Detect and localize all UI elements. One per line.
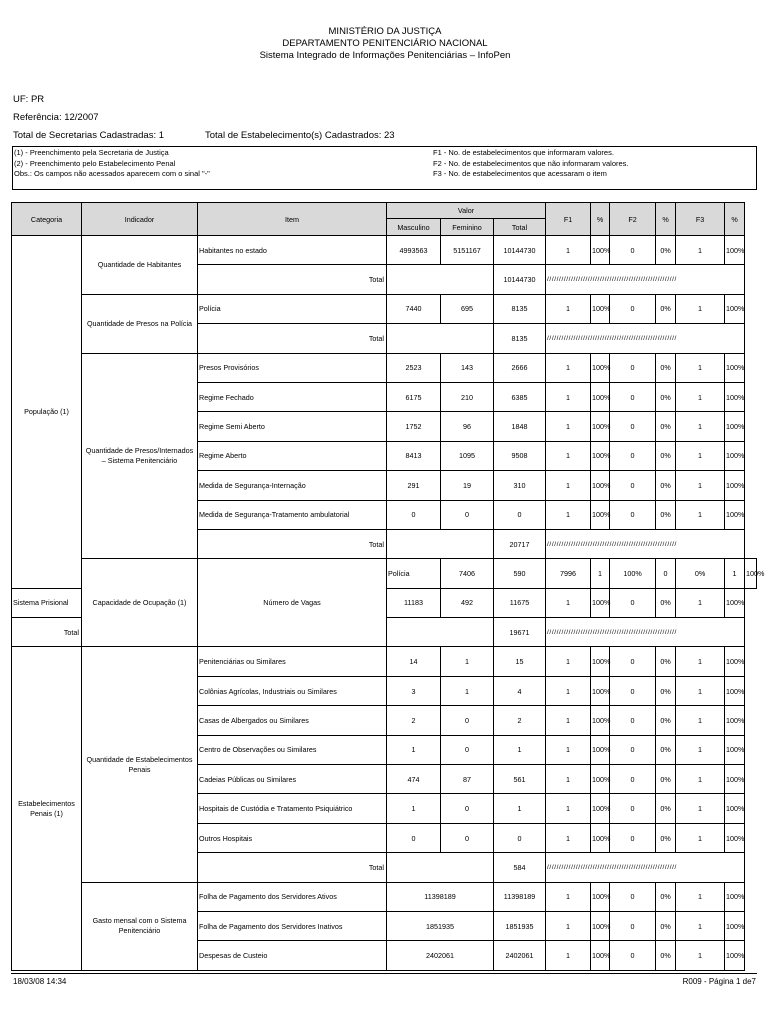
pct2-cell: 0% [656,382,676,411]
pct2-cell: 0% [656,882,676,911]
total-filler: ////////////////////////////////////////////////////// [546,618,745,647]
indicator-cell: Número de Vagas [198,559,387,647]
pct3-cell: 100% [725,382,745,411]
pct1-cell: 100% [591,353,610,382]
item-cell: Regime Fechado [198,382,387,411]
note-1: (1) - Preenchimento pela Secretaria de Justiça [14,148,169,157]
indicator-cell: Quantidade de Estabelecimentos Penais [82,647,198,882]
f3-cell: 1 [676,500,725,529]
f3-cell: 1 [676,353,725,382]
item-cell: Penitenciárias ou Similares [198,647,387,676]
masculino-cell: 2 [387,706,441,735]
pct3-cell: 100% [725,941,745,970]
f3-cell: 1 [676,882,725,911]
feminino-cell: 0 [441,735,494,764]
f2-cell: 0 [610,882,656,911]
f1-cell: 1 [546,353,591,382]
f1-cell: 1 [546,823,591,852]
secretarias-count: Total de Secretarias Cadastradas: 1 [13,130,165,141]
value-cell: 2402061 [387,941,494,970]
item-cell: Polícia [198,294,387,323]
pct3-cell: 100% [725,500,745,529]
pct2-cell: 0% [656,647,676,676]
f2-cell: 0 [610,588,656,617]
item-cell: Medida de Segurança-Internação [198,471,387,500]
value-cell: 11398189 [387,882,494,911]
pct1-cell: 100% [591,823,610,852]
total-blank [387,853,494,882]
pct2-cell: 0% [656,823,676,852]
table-row [12,294,757,323]
feminino-cell: 1095 [441,441,494,470]
f3-cell: 1 [676,471,725,500]
masculino-cell: 11183 [387,588,441,617]
total-cell: 561 [494,765,546,794]
item-cell: Folha de Pagamento dos Servidores Inativos [198,911,387,940]
pct3-cell: 100% [725,706,745,735]
masculino-cell: 6175 [387,382,441,411]
pct1-cell: 100% [610,559,656,588]
item-cell: Hospitais de Custódia e Tratamento Psiquiátrico [198,794,387,823]
total-value: 10144730 [494,265,546,294]
total-blank [387,618,494,647]
masculino-cell: 0 [387,500,441,529]
pct3-cell: 100% [725,294,745,323]
feminino-cell: 210 [441,382,494,411]
f3-cell: 1 [676,412,725,441]
feminino-cell: 1 [441,676,494,705]
total-filler: ////////////////////////////////////////////////////// [546,324,745,353]
pct2-cell: 0% [656,794,676,823]
feminino-cell: 492 [441,588,494,617]
pct2-cell: 0% [656,353,676,382]
feminino-cell: 5151167 [441,236,494,265]
f2-cell: 0 [610,911,656,940]
pct1-cell: 100% [591,676,610,705]
f1-cell: 1 [546,647,591,676]
f1-cell: 1 [546,941,591,970]
header-f3: F3 [676,203,725,236]
item-cell: Regime Aberto [198,441,387,470]
f3-cell: 1 [676,588,725,617]
item-cell: Folha de Pagamento dos Servidores Ativos [198,882,387,911]
total-value: 584 [494,853,546,882]
total-cell: 8135 [494,294,546,323]
total-filler: ////////////////////////////////////////////////////// [546,265,745,294]
feminino-cell: 96 [441,412,494,441]
note-f1: F1 - No. de estabelecimentos que informaram valores. [433,148,614,157]
f2-cell: 0 [610,441,656,470]
masculino-cell: 0 [387,823,441,852]
pct2-cell: 0% [656,911,676,940]
pct2-cell: 0% [676,559,725,588]
pct1-cell: 100% [591,882,610,911]
total-filler: ////////////////////////////////////////////////////// [546,529,745,558]
f3-cell: 1 [676,294,725,323]
item-cell: Outros Hospitais [198,823,387,852]
masculino-cell: 3 [387,676,441,705]
pct1-cell: 100% [591,500,610,529]
total-filler: ////////////////////////////////////////////////////// [546,853,745,882]
total-label: Total [198,324,387,353]
f1-cell: 1 [546,882,591,911]
total-blank [387,529,494,558]
header-pct3: % [725,203,745,236]
total-cell: 9508 [494,441,546,470]
masculino-cell: 1752 [387,412,441,441]
feminino-cell: 87 [441,765,494,794]
pct3-cell: 100% [725,676,745,705]
total-cell: 4 [494,676,546,705]
pct3-cell: 100% [725,412,745,441]
f3-cell: 1 [676,735,725,764]
item-cell: Presos Provisórios [198,353,387,382]
f3-cell: 1 [676,676,725,705]
f2-cell: 0 [610,471,656,500]
header-pct1: % [591,203,610,236]
pct1-cell: 100% [591,647,610,676]
header-pct2: % [656,203,676,236]
total-cell: 0 [494,500,546,529]
footer-datetime: 18/03/08 14:34 [13,977,67,986]
pct2-cell: 0% [656,588,676,617]
f2-cell: 0 [610,294,656,323]
pct1-cell: 100% [591,735,610,764]
item-cell: Sistema Prisional [12,588,82,617]
f1-cell: 1 [546,706,591,735]
f2-cell: 0 [610,676,656,705]
total-label: Total [198,265,387,294]
f1-cell: 1 [546,294,591,323]
masculino-cell: 8413 [387,441,441,470]
note-2: (2) - Preenchimento pelo Estabelecimento Penal [14,158,176,168]
total-blank [387,265,494,294]
f1-cell: 1 [546,441,591,470]
item-cell: Polícia [387,559,441,588]
header-indicador: Indicador [82,203,198,236]
header-feminino: Feminino [441,219,494,236]
f1-cell: 1 [546,794,591,823]
total-cell: 11398189 [494,882,546,911]
masculino-cell: 1 [387,794,441,823]
f3-cell: 1 [676,441,725,470]
pct1-cell: 100% [591,382,610,411]
masculino-cell: 7440 [387,294,441,323]
report-header [0,26,770,62]
masculino-cell: 1 [387,735,441,764]
pct3-cell: 100% [725,236,745,265]
header-total: Total [494,219,546,236]
feminino-cell: 19 [441,471,494,500]
system-title: Sistema Integrado de Informações Penitenciárias – InfoPen [259,50,511,61]
f2-cell: 0 [610,706,656,735]
f2-cell: 0 [656,559,676,588]
table-row [12,353,757,382]
f2-cell: 0 [610,647,656,676]
feminino-cell: 590 [494,559,546,588]
feminino-cell: 695 [441,294,494,323]
pct3-cell: 100% [725,735,745,764]
table-row [12,236,757,265]
pct1-cell: 100% [591,412,610,441]
feminino-cell: 0 [441,794,494,823]
pct1-cell: 100% [591,794,610,823]
item-cell: Regime Semi Aberto [198,412,387,441]
total-label: Total [12,618,82,647]
department-title: DEPARTAMENTO PENITENCIÁRIO NACIONAL [282,38,488,49]
f3-cell: 1 [676,765,725,794]
pct3-cell: 100% [725,823,745,852]
f1-cell: 1 [546,236,591,265]
ministry-title: MINISTÉRIO DA JUSTIÇA [328,26,442,37]
pct1-cell: 100% [591,765,610,794]
total-cell: 2666 [494,353,546,382]
category-cell: Capacidade de Ocupação (1) [82,559,198,647]
pct1-cell: 100% [591,941,610,970]
footer-page: R009 - Página 1 de7 [682,977,756,986]
pct2-cell: 0% [656,676,676,705]
total-cell: 7996 [546,559,591,588]
masculino-cell: 2523 [387,353,441,382]
pct1-cell: 100% [591,236,610,265]
feminino-cell: 1 [441,647,494,676]
indicator-cell: Quantidade de Presos na Polícia [82,294,198,353]
item-cell: Casas de Albergados ou Similares [198,706,387,735]
pct3-cell: 100% [725,794,745,823]
f2-cell: 0 [610,823,656,852]
pct2-cell: 0% [656,236,676,265]
pct2-cell: 0% [656,471,676,500]
f2-cell: 0 [610,382,656,411]
f1-cell: 1 [546,911,591,940]
table-row [12,559,757,588]
total-cell: 2402061 [494,941,546,970]
pct3-cell: 100% [725,911,745,940]
header-masculino: Masculino [387,219,441,236]
note-obs: Obs.: Os campos não acessados aparecem com o sinal "-" [14,169,210,178]
note-f3: F3 - No. de estabelecimentos que acessaram o item [433,169,607,178]
pct1-cell: 100% [591,588,610,617]
table-row [12,882,757,911]
estabelecimentos-count: Total de Estabelecimento(s) Cadastrados: 23 [205,130,395,141]
category-cell: Estabelecimentos Penais (1) [12,647,82,970]
item-cell: Centro de Observações ou Similares [198,735,387,764]
pct3-cell: 100% [725,471,745,500]
uf-label: UF: PR [13,94,45,105]
legend-box [12,146,757,190]
pct2-cell: 0% [656,500,676,529]
total-cell: 10144730 [494,236,546,265]
pct2-cell: 0% [656,941,676,970]
item-cell: Cadeias Públicas ou Similares [198,765,387,794]
pct3-cell: 100% [725,882,745,911]
total-cell: 1848 [494,412,546,441]
f2-cell: 0 [610,735,656,764]
total-value: 8135 [494,324,546,353]
total-cell: 0 [494,823,546,852]
f2-cell: 0 [610,941,656,970]
masculino-cell: 474 [387,765,441,794]
header-f1: F1 [546,203,591,236]
total-label: Total [198,853,387,882]
item-cell: Habitantes no estado [198,236,387,265]
feminino-cell: 143 [441,353,494,382]
f1-cell: 1 [546,765,591,794]
f3-cell: 1 [676,236,725,265]
header-item: Item [198,203,387,236]
f2-cell: 0 [610,236,656,265]
total-cell: 1 [494,735,546,764]
footer-divider [11,973,757,974]
note-f2: F2 - No. de estabelecimentos que não informaram valores. [433,158,629,168]
item-cell: Despesas de Custeio [198,941,387,970]
total-value: 20717 [494,529,546,558]
total-cell: 1851935 [494,911,546,940]
masculino-cell: 4993563 [387,236,441,265]
total-cell: 15 [494,647,546,676]
reference-label: Referência: 12/2007 [13,112,99,123]
f2-cell: 0 [610,412,656,441]
pct3-cell: 100% [725,647,745,676]
masculino-cell: 14 [387,647,441,676]
f1-cell: 1 [546,735,591,764]
f3-cell: 1 [676,911,725,940]
f3-cell: 1 [676,706,725,735]
masculino-cell: 291 [387,471,441,500]
f2-cell: 0 [610,794,656,823]
total-cell: 6385 [494,382,546,411]
table-row [12,647,757,676]
f1-cell: 1 [546,382,591,411]
indicator-cell: Quantidade de Presos/Internados – Sistema Penitenciário [82,353,198,559]
header-valor: Valor [387,203,546,219]
pct2-cell: 0% [656,441,676,470]
total-cell: 11675 [494,588,546,617]
f3-cell: 1 [725,559,745,588]
indicator-cell: Gasto mensal com o Sistema Penitenciário [82,882,198,970]
total-cell: 2 [494,706,546,735]
f3-cell: 1 [676,794,725,823]
f1-cell: 1 [591,559,610,588]
pct3-cell: 100% [725,765,745,794]
pct1-cell: 100% [591,911,610,940]
f1-cell: 1 [546,500,591,529]
pct3-cell: 100% [745,559,757,588]
category-cell: População (1) [12,236,82,589]
item-cell: Medida de Segurança-Tratamento ambulatorial [198,500,387,529]
item-cell: Colônias Agrícolas, Industriais ou Similares [198,676,387,705]
pct1-cell: 100% [591,706,610,735]
f1-cell: 1 [546,676,591,705]
pct2-cell: 0% [656,294,676,323]
pct2-cell: 0% [656,412,676,441]
pct1-cell: 100% [591,441,610,470]
f3-cell: 1 [676,647,725,676]
header-f2: F2 [610,203,656,236]
pct3-cell: 100% [725,441,745,470]
pct3-cell: 100% [725,353,745,382]
f2-cell: 0 [610,500,656,529]
value-cell: 1851935 [387,911,494,940]
data-table [11,202,765,971]
f1-cell: 1 [546,471,591,500]
pct2-cell: 0% [656,735,676,764]
total-cell: 310 [494,471,546,500]
pct2-cell: 0% [656,706,676,735]
pct2-cell: 0% [656,765,676,794]
total-blank [387,324,494,353]
total-cell: 1 [494,794,546,823]
f2-cell: 0 [610,353,656,382]
indicator-cell: Quantidade de Habitantes [82,236,198,295]
feminino-cell: 0 [441,706,494,735]
feminino-cell: 0 [441,500,494,529]
f1-cell: 1 [546,588,591,617]
masculino-cell: 7406 [441,559,494,588]
f2-cell: 0 [610,765,656,794]
feminino-cell: 0 [441,823,494,852]
pct1-cell: 100% [591,471,610,500]
total-label: Total [198,529,387,558]
pct3-cell: 100% [725,588,745,617]
header-categoria: Categoria [12,203,82,236]
f1-cell: 1 [546,412,591,441]
f3-cell: 1 [676,382,725,411]
f3-cell: 1 [676,941,725,970]
pct1-cell: 100% [591,294,610,323]
f3-cell: 1 [676,823,725,852]
total-value: 19671 [494,618,546,647]
